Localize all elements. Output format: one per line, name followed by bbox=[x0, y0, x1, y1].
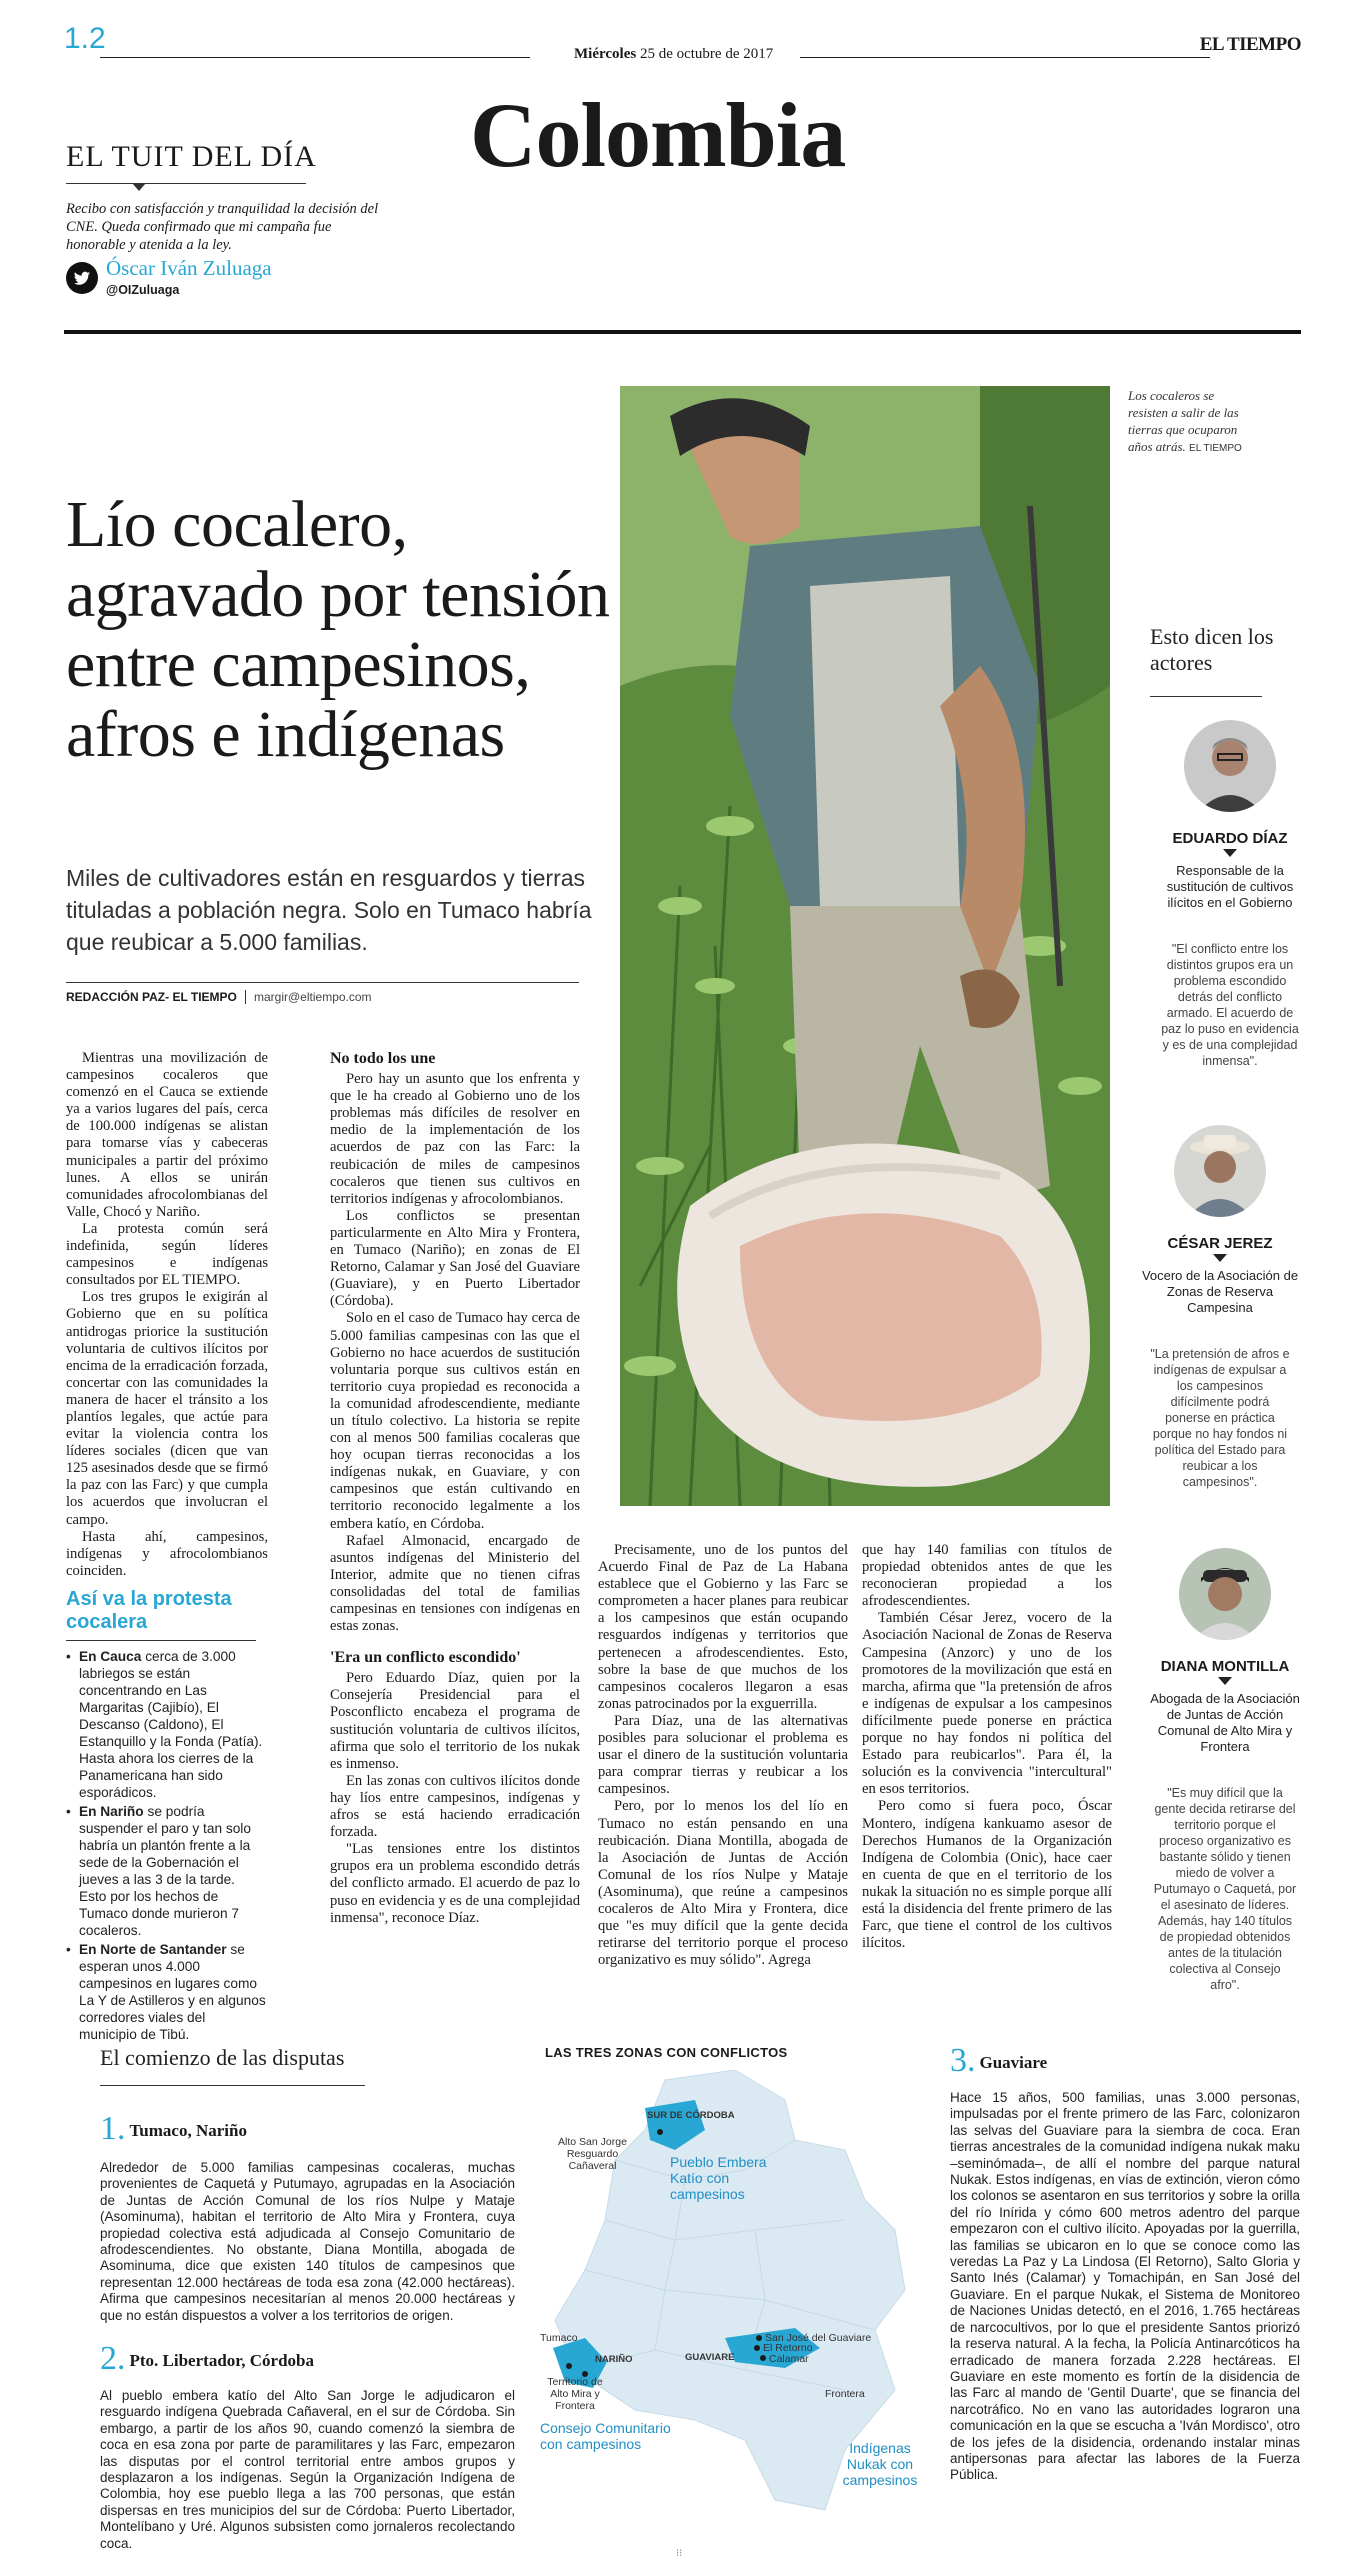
article-column-3 bbox=[598, 1542, 848, 1969]
protest-text: se esperan unos 4.000 campesinos en lugares como La Y de Astilleros y en algunos corredores viales del municipio de Tibú. bbox=[79, 1942, 266, 2042]
article-paragraph: Rafael Almonacid, encargado de asuntos indígenas del Ministerio del Interior, admite que no tienen cifras consolidadas del total de familias campesinas en tensiones con indígenas en estas zonas. bbox=[330, 1532, 580, 1635]
tweet-title-rule bbox=[66, 183, 306, 184]
map-label-el-retorno: El Retorno bbox=[763, 2342, 813, 2354]
tweet-title-notch bbox=[132, 183, 146, 191]
dispute-heading-3: 3. Guaviare bbox=[950, 2042, 1048, 2079]
page-number: 1.2 bbox=[64, 22, 106, 55]
article-paragraph: Precisamente, uno de los puntos del Acuerdo Final de Paz de La Habana establece que el Gobierno y las Farc se comprometen a hacer planes para reubicar a los campesinos que están ocupando resguardos indígenas y territorios que pertenecen a afrodescendientes. Esto, sobre la base de que muchos de los campesinos cocaleros llegaron a esas zonas patrocinados por la exguerrilla. bbox=[598, 1542, 848, 1712]
actor-role: Abogada de la Asociación de Juntas de Acción Comunal de Alto Mira y Frontera bbox=[1150, 1691, 1300, 1754]
article-paragraph: También César Jerez, vocero de la Asociación Nacional de Zonas de Reserva Campesina (Anzorc) y uno de los promotores de la movilización que está en marcha, afirma que "la pretensión de afros e indígenas de expulsar a los campesinos difícilmente puede ponerse en práctica porque no hay fondos ni política del Estado para reubicarlos". Para él, la solución es la convivencia "intercultural" en esos territorios. bbox=[862, 1610, 1112, 1798]
map-label-narino: NARIÑO bbox=[595, 2354, 633, 2365]
article-paragraph: que hay 140 familias con títulos de propiedad obtenidos antes de que les reconocieran propiedad a los afrodescendientes. bbox=[862, 1542, 1112, 1610]
section-title: Colombia bbox=[470, 84, 846, 186]
byline: REDACCIÓN PAZ- EL TIEMPO bbox=[66, 990, 237, 1004]
actor-role: Responsable de la sustitución de cultivos ilícitos en el Gobierno bbox=[1166, 863, 1294, 910]
protest-item bbox=[66, 1648, 266, 1801]
map-title: LAS TRES ZONAS CON CONFLICTOS bbox=[545, 2045, 788, 2060]
dispute-text-3: Hace 15 años, 500 familias, unas 3.000 personas, impulsadas por el frente primero de las Farc, colonizaron las selvas del Guaviare para la siembra de coca. Eran tierras ancestrales de la comunidad indígena nukak maku –seminómada–, de allí el nombre del parque natural Nukak. Estos indígenas, en vías de extinción, vieron cómo los colonos se asentaron en sus territorios y sobre la orilla del río Inírida y cómo 600 metros adentro del parque empezaron con el cultivo ilícito. Apoyadas por la guerrilla, las familias se ubicaron en lo que se conoce como las veredas La Paz y La Lindosa (El Retorno), Salto Gloria y Santo Inés (Calamar) y Tomachipán, en San José del Guaviare. En el parque Nukak, el Sistema de Monitoreo de Naciones Unidas detectó, en el 2016, 1.765 hectáreas de narcocultivos, por lo que el presidente Santos priorizó la reserva natural. A la fecha, la Policía Antinarcóticos ha erradicado de manera forzada 2.228 hectáreas. El Guaviare en este momento es fortín de la disidencia de las Farc al mando de 'Gentil Duarte', que se financia del narcotráfico. No en vano las autoridades lograron una comunicación en la que se escucha a 'Iván Mordisco', otro de los jefes de la disidencia, ordenando instalar minas antipersonas para afectar las labores de la Fuerza Pública. bbox=[950, 2090, 1300, 2483]
article-paragraph: Pero como si fuera poco, Óscar Montero, indígena kankuamo asesor de Derechos Humanos de la Organización Indígena de Colombia (Onic), hace caer en cuenta de que en el territorio de los nukak la situación no es simple porque allí está la disidencia del frente primero de las Farc, que tiene el control de los cultivos ilícitos. bbox=[862, 1798, 1112, 1952]
disputes-title-rule bbox=[100, 2085, 365, 2086]
article-paragraph: Los conflictos se presentan particularmente en Alto Mira y Frontera, en Tumaco (Nariño); en zonas de El Retorno, Calamar y San José del Guaviare (Guaviare), y en Puerto Libertador (Córdoba). bbox=[330, 1207, 580, 1310]
tweet-box-title: EL TUIT DEL DÍA bbox=[66, 140, 317, 173]
article-paragraph: "Las tensiones entre los distintos grupos era un problema escondido detrás del conflicto armado. El acuerdo de paz lo puso en evidencia y es de una complejidad inmensa", reconoce Díaz. bbox=[330, 1841, 580, 1926]
map-label-indigenas: Indígenas Nukak con campesinos bbox=[842, 2440, 918, 2488]
subheading-conflicto-escondido: 'Era un conflicto escondido' bbox=[330, 1649, 521, 1667]
article-paragraph: Pero, por lo menos los del lío en Tumaco no están pensando en una reubicación. Diana Montilla, abogada de la Asociación de Juntas de Acción Comunal de los ríos Nulpe y Mataje (Asominuma), que reúne a campesinos cocaleros de Alto Mira y Frontera, dice que "es muy difícil que la gente decida retirarse del territorio porque el proceso organizativo es muy sólido". Agrega bbox=[598, 1798, 848, 1969]
article-paragraph: Mientras una movilización de campesinos cocaleros que comenzó en el Cauca se extiende ya a varios lugares del país, cerca de 100.000 indígenas se alistan para tomarse vías y cabeceras municipales a partir del próximo lunes. A ellos se unirán comunidades afrocolombianas del Valle, Chocó y Nariño. bbox=[66, 1050, 268, 1220]
protest-text: cerca de 3.000 labriegos se están concentrando en Las Margaritas (Cajibío), El Descanso (Caldono), El Estanquillo y la Fonda (Patía). Hasta ahora los cierres de la Panamericana han sido esporádicos. bbox=[79, 1649, 263, 1800]
protest-text: se podría suspender el paro y tan solo habría un plantón frente a la sede de la Gobernación el jueves a las 3 de la tarde. Esto por los hechos de Tumaco donde murieron 7 cocaleros. bbox=[79, 1804, 251, 1938]
actor-quote: "La pretensión de afros e indígenas de expulsar a los campesinos difícilmente podrá ponerse en práctica porque no hay fondos ni política del Estado para reubicar a los campesinos". bbox=[1150, 1347, 1290, 1489]
article-paragraph: Pero Eduardo Díaz, quien por la Consejería Presidencial para el Posconflicto encabeza el programa de sustitución voluntaria de cultivos ilícitos, afirma que solo el territorio de los nukak es inmenso. bbox=[330, 1670, 580, 1772]
article-paragraph: Pero hay un asunto que los enfrenta y que le ha creado al Gobierno uno de los problemas más difíciles de resolver en medio de la implementación de los acuerdos de paz con las Farc: la reubicación de miles de campesinos cocaleros que tienen sus cultivos en territorios indígenas y afrocolombianos. bbox=[330, 1071, 580, 1207]
section-divider bbox=[64, 330, 1301, 334]
tweet-author[interactable]: Óscar Iván Zuluaga bbox=[106, 256, 272, 280]
protest-list bbox=[66, 1648, 266, 2045]
tweet-handle[interactable]: @OIZuluaga bbox=[106, 283, 180, 297]
twitter-icon bbox=[66, 262, 98, 294]
map-label-calamar: Calamar bbox=[769, 2353, 809, 2365]
actor-name: DIANA MONTILLA bbox=[1160, 1658, 1290, 1675]
actor-notch bbox=[1213, 1254, 1227, 1262]
map-label-pueblo-embera: Pueblo Embera Katío con campesinos bbox=[670, 2154, 767, 2202]
protest-place: En Norte de Santander bbox=[79, 1942, 227, 1957]
map-label-tumaco: Tumaco bbox=[540, 2332, 578, 2344]
map-label-frontera: Frontera bbox=[825, 2388, 865, 2400]
actor-notch bbox=[1223, 849, 1237, 857]
article-column-4 bbox=[862, 1542, 1112, 1952]
actors-title-rule bbox=[1150, 696, 1262, 697]
header-rule-right bbox=[800, 57, 1210, 58]
colombia-map bbox=[540, 2070, 925, 2540]
actor-quote: "Es muy difícil que la gente decida retirarse del territorio porque el proceso organizativo es bastante sólido y tienen miedo de volver a Putumayo o Caquetá, por el asesinato de líderes. Además, hay 140 títulos de propiedad obtenidos antes de la titulación colectiva al Consejo afro". bbox=[1153, 1786, 1297, 1992]
article-paragraph: La protesta común será indefinida, según líderes campesinos e indígenas consultados por EL TIEMPO. bbox=[66, 1220, 268, 1289]
article-paragraph: En las zonas con cultivos ilícitos donde hay líos entre campesinos, indígenas y afros se está haciendo erradicación forzada. bbox=[330, 1772, 580, 1841]
subheading-no-todo: No todo los une bbox=[330, 1050, 436, 1067]
article-paragraph: Los tres grupos le exigirán al Gobierno que en su política antidrogas priorice la sustitución voluntaria de cultivos ilícitos por encima de la erradicación forzada, concertar con las comunidades la manera de hacer el tránsito a los plantíos legales, que actúe para evitar la violencia contra los líderes sociales (dicen que van 125 asesinados desde que se firmó la paz con las Farc) y que cumpla los acuerdos que involucran el campo. bbox=[66, 1289, 268, 1528]
map-label-guaviare: GUAVIARE bbox=[685, 2352, 735, 2363]
avatar bbox=[1184, 720, 1276, 812]
protest-item bbox=[66, 1941, 266, 2043]
actor-card bbox=[1140, 1125, 1300, 1490]
dispute-text-2: Al pueblo embera katío del Alto San Jorge le adjudicaron el resguardo indígena Quebrada Cañaveral, en el sur de Córdoba. Sin embargo, a partir de los años 90, cuando comenzó la siembra de coca en esa zona por parte de paramilitares y las Farc, empezaron las disputas por el control territorial entre ambos grupos y desplazaron a los indígenas. Según la Organización Indígena de Colombia, hoy ese pueblo llega a las 700 personas, que están dispersas en tres municipios del sur de Córdoba: Puerto Libertador, Montelíbano y Uré. Algunos subsisten como jornaleros recolectando coca. bbox=[100, 2388, 515, 2551]
actors-title: Esto dicen los actores bbox=[1150, 624, 1274, 675]
tweet-text: Recibo con satisfacción y tranquilidad la decisión del CNE. Queda confirmado que mi campaña fue honorable y atenida a la ley. bbox=[66, 201, 379, 253]
photo-credit: EL TIEMPO bbox=[1189, 443, 1242, 454]
article-column-1 bbox=[66, 1050, 268, 1580]
article-paragraph: Solo en el caso de Tumaco hay cerca de 5.000 familias campesinas con las que el Gobierno no hace acuerdos de sustitución voluntaria porque sus cultivos están en territorio cuya propiedad es reconocida a la comunidad afrodescendiente, mediante un título colectivo. La historia se repite con al menos 500 familias cocaleras que hoy ocupan tierras reconocidas a los indígenas nukak, en Guaviare, y con campesinos que están cultivando en territorio reconocido legalmente a los embera katío, en Córdoba. bbox=[330, 1310, 580, 1532]
byline-email[interactable]: margir@eltiempo.com bbox=[245, 990, 372, 1004]
dispute-heading-1: 1. Tumaco, Nariño bbox=[100, 2110, 247, 2147]
avatar bbox=[1179, 1548, 1271, 1640]
map-label-san-jose: San José del Guaviare bbox=[765, 2332, 872, 2344]
disputes-title: El comienzo de las disputas bbox=[100, 2045, 345, 2070]
actor-notch bbox=[1218, 1677, 1232, 1685]
actor-name: EDUARDO DÍAZ bbox=[1172, 830, 1288, 847]
map-label-alto-san-jorge: Alto San Jorge Resguardo Cañaveral bbox=[558, 2136, 627, 2172]
actor-quote: "El conflicto entre los distintos grupos era un problema escondido detrás del conflicto armado. El acuerdo de paz lo puso en evidencia y es de una complejidad inmensa". bbox=[1161, 942, 1299, 1068]
article-headline: Lío cocalero, agravado por tensión entre campesinos, afros e indígenas bbox=[66, 488, 610, 771]
map-label-alto-mira: Territorio de Alto Mira y Frontera bbox=[547, 2376, 603, 2412]
dispute-heading-2: 2. Pto. Libertador, Córdoba bbox=[100, 2340, 314, 2377]
protest-box-title: Así va la protesta cocalera bbox=[66, 1588, 232, 1633]
protest-box-rule bbox=[66, 1640, 256, 1641]
actor-name: CÉSAR JEREZ bbox=[1167, 1235, 1273, 1252]
dateline: Miércoles 25 de octubre de 2017 bbox=[574, 46, 774, 62]
protest-item bbox=[66, 1803, 266, 1939]
article-subhead: Miles de cultivadores están en resguardos y tierras tituladas a población negra. Solo en Tumaco habría que reubicar a 5.000 familias. bbox=[66, 865, 592, 955]
protest-place: En Cauca bbox=[79, 1649, 142, 1664]
actor-role: Vocero de la Asociación de Zonas de Reserva Campesina bbox=[1141, 1268, 1299, 1315]
newspaper-brand: EL TIEMPO bbox=[1199, 34, 1301, 55]
actor-card bbox=[1150, 720, 1310, 1069]
article-photo bbox=[620, 386, 1110, 1506]
article-column-2 bbox=[330, 1050, 580, 1927]
byline-rule bbox=[66, 982, 579, 983]
actor-card bbox=[1145, 1548, 1305, 1993]
protest-place: En Nariño bbox=[79, 1804, 144, 1819]
photo-caption: Los cocaleros se resisten a salir de las tierras que ocuparon años atrás. EL TIEMPO bbox=[1128, 388, 1242, 454]
map-label-sur-cordoba: SUR DE CÓRDOBA bbox=[647, 2110, 735, 2121]
article-paragraph: Hasta ahí, campesinos, indígenas y afrocolombianos coinciden. bbox=[66, 1528, 268, 1579]
header-rule-left bbox=[100, 57, 530, 58]
dispute-text-1: Alrededor de 5.000 familias campesinas cocaleras, muchas provenientes de Caquetá y Putumayo, agrupadas en la Asociación de Juntas de Acción Comunal de los ríos Nulpe y Mataje (Asominuma), habitan el territorio de Alto Mira y Frontera, cuya propiedad colectiva está adjudicada al Consejo Comunitario de afrodescendientes. No obstante, Diana Montilla, abogada de Asominuma, dice que existen 140 títulos de campesinos que representan 12.000 hectáreas de toda esa zona (42.000 hectáreas). Afirma que campesinos necesitarían al menos 20.000 hectáreas y que no están dispuestos a volver a los territorios de origen. bbox=[100, 2160, 515, 2323]
folio-mark: ⁝⁝ bbox=[676, 2548, 683, 2559]
article-paragraph: Para Díaz, una de las alternativas posibles para solucionar el problema es usar el dinero de la sustitución voluntaria para comprar tierras y reubicar a los campesinos. bbox=[598, 1712, 848, 1798]
map-label-consejo: Consejo Comunitario con campesinos bbox=[540, 2420, 671, 2452]
avatar bbox=[1174, 1125, 1266, 1217]
